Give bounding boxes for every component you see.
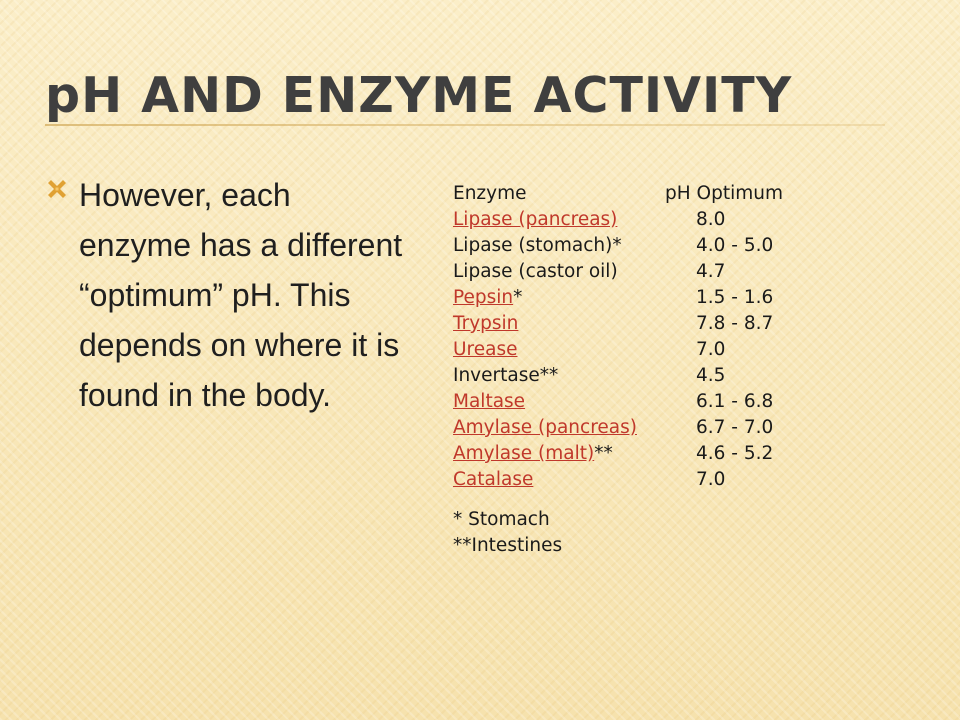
enzyme-name-cell: [453, 311, 518, 337]
enzyme-name-cell: [453, 259, 618, 285]
enzyme-name-cell: [453, 441, 613, 467]
ph-value-cell: 1.5 - 1.6: [696, 287, 774, 308]
enzyme-name-cell: [453, 233, 622, 259]
enzyme-name: Lipase (stomach)*: [453, 235, 622, 256]
ph-value-cell: 6.1 - 6.8: [696, 391, 774, 412]
enzyme-link[interactable]: Trypsin: [453, 313, 519, 334]
enzyme-link[interactable]: Lipase (pancreas): [453, 209, 618, 230]
footnote-marker: **: [594, 443, 613, 464]
enzyme-link[interactable]: Urease: [453, 339, 518, 360]
enzyme-link[interactable]: Amylase (malt): [453, 443, 595, 464]
enzyme-name-cell: [453, 337, 517, 363]
title-underline: [45, 124, 885, 126]
ph-value-cell: 8.0: [696, 209, 726, 230]
footnote-intestines: **Intestines: [453, 535, 563, 556]
ph-value-cell: 4.5: [696, 365, 726, 386]
slide-title: pH AND ENZYME ACTIVITY: [45, 67, 793, 124]
x-bullet-icon: [44, 176, 70, 202]
footnote-marker: *: [513, 287, 523, 308]
ph-value-cell: 4.0 - 5.0: [696, 235, 774, 256]
enzyme-name-cell: [453, 207, 617, 233]
header-ph-optimum: pH Optimum: [665, 183, 784, 204]
enzyme-name: Lipase (castor oil): [453, 261, 618, 282]
ph-value-cell: 4.7: [696, 261, 726, 282]
header-enzyme: Enzyme: [453, 183, 527, 204]
enzyme-name-cell: [453, 363, 558, 389]
enzyme-link[interactable]: Maltase: [453, 391, 526, 412]
enzyme-name-cell: [453, 467, 533, 493]
footnote-stomach: * Stomach: [453, 509, 550, 530]
enzyme-name: Invertase**: [453, 365, 559, 386]
bullet-text: However, each enzyme has a different “optimum” pH. This depends on where it is found in the body.: [79, 177, 403, 413]
ph-value-cell: 4.6 - 5.2: [696, 443, 774, 464]
ph-value-cell: 6.7 - 7.0: [696, 417, 774, 438]
ph-value-cell: 7.0: [696, 469, 726, 490]
enzyme-name-cell: [453, 285, 522, 311]
enzyme-link[interactable]: Pepsin: [453, 287, 514, 308]
enzyme-name-cell: [453, 389, 525, 415]
ph-value-cell: 7.0: [696, 339, 726, 360]
enzyme-link[interactable]: Catalase: [453, 469, 534, 490]
ph-value-cell: 7.8 - 8.7: [696, 313, 774, 334]
enzyme-link[interactable]: Amylase (pancreas): [453, 417, 637, 438]
enzyme-name-cell: [453, 415, 637, 441]
